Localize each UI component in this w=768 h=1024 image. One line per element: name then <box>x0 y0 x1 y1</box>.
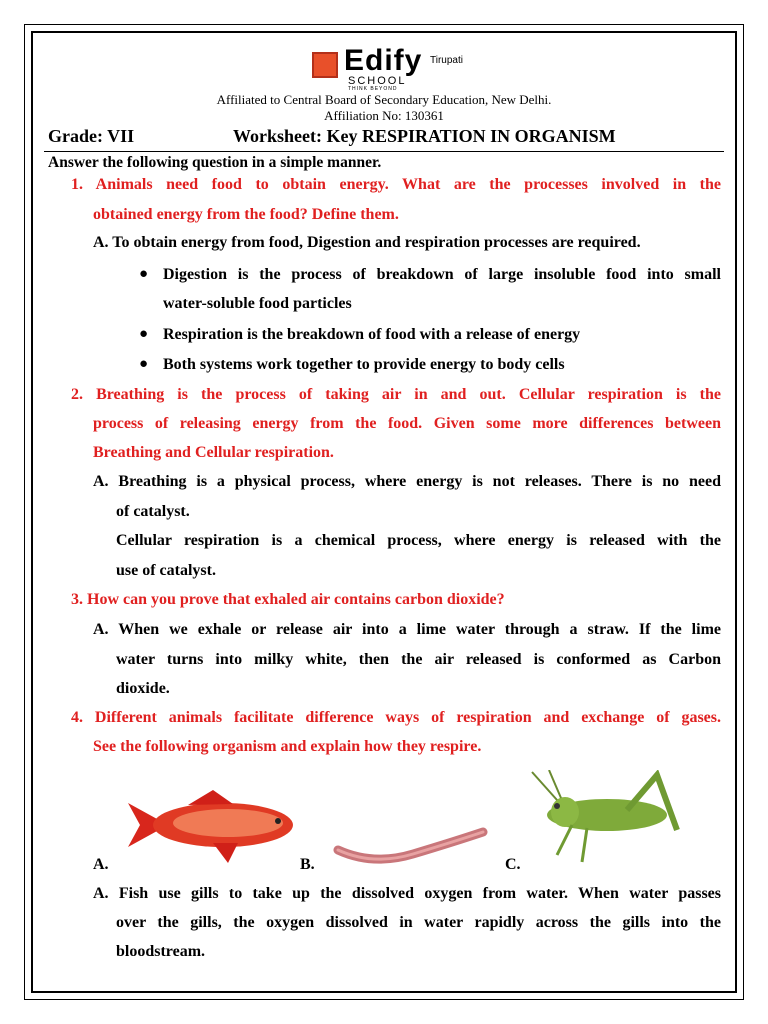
answer-2-line-1: A. Breathing is a physical process, where energy is not releases. There is no need <box>93 473 721 490</box>
goldfish-image <box>118 785 298 865</box>
answer-4-line-3: bloodstream. <box>116 943 206 960</box>
logo-name: Edify <box>344 44 423 77</box>
answer-3-line-2: water turns into milky white, then the air released is conformed as Carbon <box>116 651 721 668</box>
answer-3-line-1: A. When we exhale or release air into a lime water through a straw. If the lime <box>93 621 721 638</box>
grade: Grade: VII <box>48 126 135 146</box>
header-divider <box>44 151 724 152</box>
bullet-icon: ● <box>139 326 149 342</box>
grasshopper-image <box>527 770 687 870</box>
school-logo <box>312 44 463 92</box>
image-label-a: A. <box>93 856 109 873</box>
bullet-icon: ● <box>139 266 149 282</box>
image-label-c: C. <box>505 856 521 873</box>
worksheet-title: Worksheet: Key RESPIRATION IN ORGANISM <box>233 126 616 146</box>
instruction: Answer the following question in a simple manner. <box>48 154 382 171</box>
answer-4-line-2: over the gills, the oxygen dissolved in water rapidly across the gills into the <box>116 914 721 931</box>
answer-1-bullet-1: Digestion is the process of breakdown of large insoluble food into small <box>163 266 721 283</box>
bullet-icon: ● <box>139 356 149 372</box>
answer-4-line-1: A. Fish use gills to take up the dissolved oxygen from water. When water passes <box>93 885 721 902</box>
question-2-line-2: process of releasing energy from the food. Given some more differences between <box>93 415 721 432</box>
question-4-line-2: See the following organism and explain how they respire. <box>93 738 482 755</box>
affiliation-number: Affiliation No: 130361 <box>324 108 444 123</box>
affiliation: Affiliated to Central Board of Secondary Education, New Delhi. <box>216 92 552 107</box>
logo-city: Tirupati <box>430 55 463 66</box>
answer-2-line-3: Cellular respiration is a chemical process, where energy is released with the <box>116 532 721 549</box>
question-1-line-1: 1. Animals need food to obtain energy. What are the processes involved in the <box>71 176 721 193</box>
logo-school: SCHOOL <box>348 75 407 87</box>
question-3: 3. How can you prove that exhaled air contains carbon dioxide? <box>71 591 505 608</box>
question-2-line-1: 2. Breathing is the process of taking air in and out. Cellular respiration is the <box>71 386 721 403</box>
answer-3-line-3: dioxide. <box>116 680 170 697</box>
answer-1-bullet-1-cont: water-soluble food particles <box>163 295 352 312</box>
question-2-line-3: Breathing and Cellular respiration. <box>93 444 334 461</box>
question-1-line-2: obtained energy from the food? Define them. <box>93 206 399 223</box>
question-4-line-1: 4. Different animals facilitate difference ways of respiration and exchange of gases. <box>71 709 721 726</box>
answer-1-bullet-2: Respiration is the breakdown of food with a release of energy <box>163 326 581 343</box>
earthworm-image <box>333 818 493 868</box>
answer-1: A. To obtain energy from food, Digestion and respiration processes are required. <box>93 234 641 251</box>
logo-tagline: THINK BEYOND <box>348 86 398 92</box>
answer-1-bullet-3: Both systems work together to provide energy to body cells <box>163 356 565 373</box>
logo-mark-icon <box>312 52 338 78</box>
answer-2-line-2: of catalyst. <box>116 503 190 520</box>
image-label-b: B. <box>300 856 315 873</box>
answer-2-line-4: use of catalyst. <box>116 562 216 579</box>
